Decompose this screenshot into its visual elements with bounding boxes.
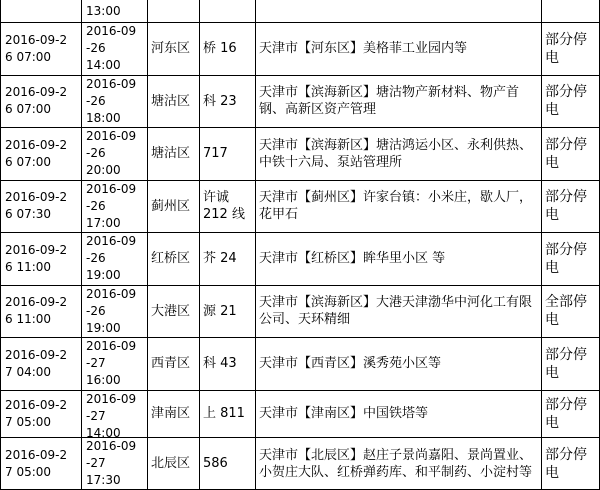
start-time-cell: 2016-09-2 6 11:00 — [5, 242, 68, 274]
line-cell: 芥 24 — [203, 251, 237, 266]
table-row-border — [0, 22, 600, 23]
end-time-cell: 2016-09 -26 17:00 — [86, 182, 137, 230]
outage-type-cell: 部分停 电 — [545, 346, 587, 381]
line-cell: 上 811 — [203, 406, 245, 421]
line-cell: 586 — [203, 456, 228, 471]
start-time-cell: 2016-09-2 7 04:00 — [5, 347, 68, 379]
district-cell: 西青区 — [151, 356, 191, 371]
table-row-border — [0, 75, 600, 76]
end-time-cell: 2016-09 -27 14:00 — [86, 392, 137, 437]
end-time-cell: 2016-09 -26 19:00 — [86, 234, 137, 282]
area-cell: 天津市【蓟州区】许家台镇：小米庄，歇人厂，花甲石 — [259, 190, 533, 222]
area-cell: 天津市【滨海新区】塘沽物产新材料、物产首钢、高新区资产管理 — [259, 85, 520, 117]
table-row-border — [0, 285, 600, 286]
area-cell: 天津市【西青区】溪秀苑小区等 — [259, 356, 442, 371]
area-cell: 天津市【北辰区】赵庄子景尚嘉阳、景尚置业、小贺庄大队、红桥弹药库、和平制药、小淀村等 — [259, 447, 533, 480]
district-cell: 北辰区 — [151, 456, 191, 471]
outage-type-cell: 部分停 电 — [545, 241, 587, 276]
table-column-border — [0, 0, 1, 490]
area-cell: 天津市【滨海新区】大港天津渤华中河化工有限公司、天环精细 — [259, 295, 533, 327]
district-cell: 塘沽区 — [151, 146, 191, 161]
end-time-cell: 2016-09 -26 14:00 — [86, 24, 137, 72]
district-cell: 红桥区 — [151, 251, 191, 266]
district-cell: 塘沽区 — [151, 93, 191, 109]
start-time-cell: 2016-09-2 7 05:00 — [5, 397, 68, 429]
area-cell: 天津市【津南区】中国铁塔等 — [259, 406, 429, 421]
area-cell: 天津市【红桥区】眸华里小区 等 — [259, 251, 446, 266]
end-time-cell: 2016-09 -27 17:30 — [86, 439, 137, 487]
table-column-border — [81, 0, 82, 490]
start-time-cell: 2016-09-2 6 07:00 — [5, 85, 68, 116]
district-cell: 津南区 — [151, 406, 191, 421]
outage-type-cell: 部分停 电 — [545, 189, 587, 223]
line-cell: 源 21 — [203, 303, 237, 319]
outage-type-cell: 部分停 电 — [545, 446, 587, 481]
table-column-border — [147, 0, 148, 490]
outage-type-cell: 部分停 电 — [545, 136, 587, 171]
start-time-cell: 2016-09-2 6 11:00 — [5, 295, 68, 326]
table-row-border — [0, 437, 600, 438]
table-row-border — [0, 232, 600, 233]
line-cell: 科 43 — [203, 356, 237, 371]
outage-type-cell: 部分停 电 — [545, 84, 587, 118]
line-cell: 科 23 — [203, 93, 237, 109]
outage-type-cell: 部分停 电 — [545, 31, 587, 66]
end-time-cell: 13:00 — [86, 3, 121, 18]
end-time-cell: 2016-09 -26 19:00 — [86, 287, 137, 335]
line-cell: 许诚 212 线 — [203, 190, 245, 222]
area-cell: 天津市【河东区】美格菲工业园内等 — [259, 41, 468, 56]
table-row-border — [0, 180, 600, 181]
table-column-border — [541, 0, 542, 490]
line-cell: 桥 16 — [203, 41, 237, 56]
outage-type-cell: 全部停 电 — [545, 294, 587, 328]
table-row-border — [0, 127, 600, 128]
district-cell: 大港区 — [151, 303, 191, 319]
district-cell: 蓟州区 — [151, 198, 191, 214]
end-time-cell: 2016-09 -26 20:00 — [86, 129, 137, 177]
outage-type-cell: 部分停 电 — [545, 396, 587, 431]
table-column-border — [199, 0, 200, 490]
end-time-cell: 2016-09 -27 16:00 — [86, 339, 137, 387]
table-row-border — [0, 390, 600, 391]
table-row-border — [0, 337, 600, 338]
start-time-cell: 2016-09-2 6 07:00 — [5, 32, 68, 64]
start-time-cell: 2016-09-2 7 05:00 — [5, 447, 68, 479]
end-time-cell: 2016-09 -26 18:00 — [86, 77, 137, 125]
table-column-border — [255, 0, 256, 490]
start-time-cell: 2016-09-2 6 07:00 — [5, 137, 68, 169]
area-cell: 天津市【滨海新区】塘沽鸿运小区、永利供热、中铁十六局、泵站管理所 — [259, 137, 533, 170]
line-cell: 717 — [203, 146, 228, 161]
start-time-cell: 2016-09-2 6 07:30 — [5, 190, 68, 221]
district-cell: 河东区 — [151, 41, 191, 56]
